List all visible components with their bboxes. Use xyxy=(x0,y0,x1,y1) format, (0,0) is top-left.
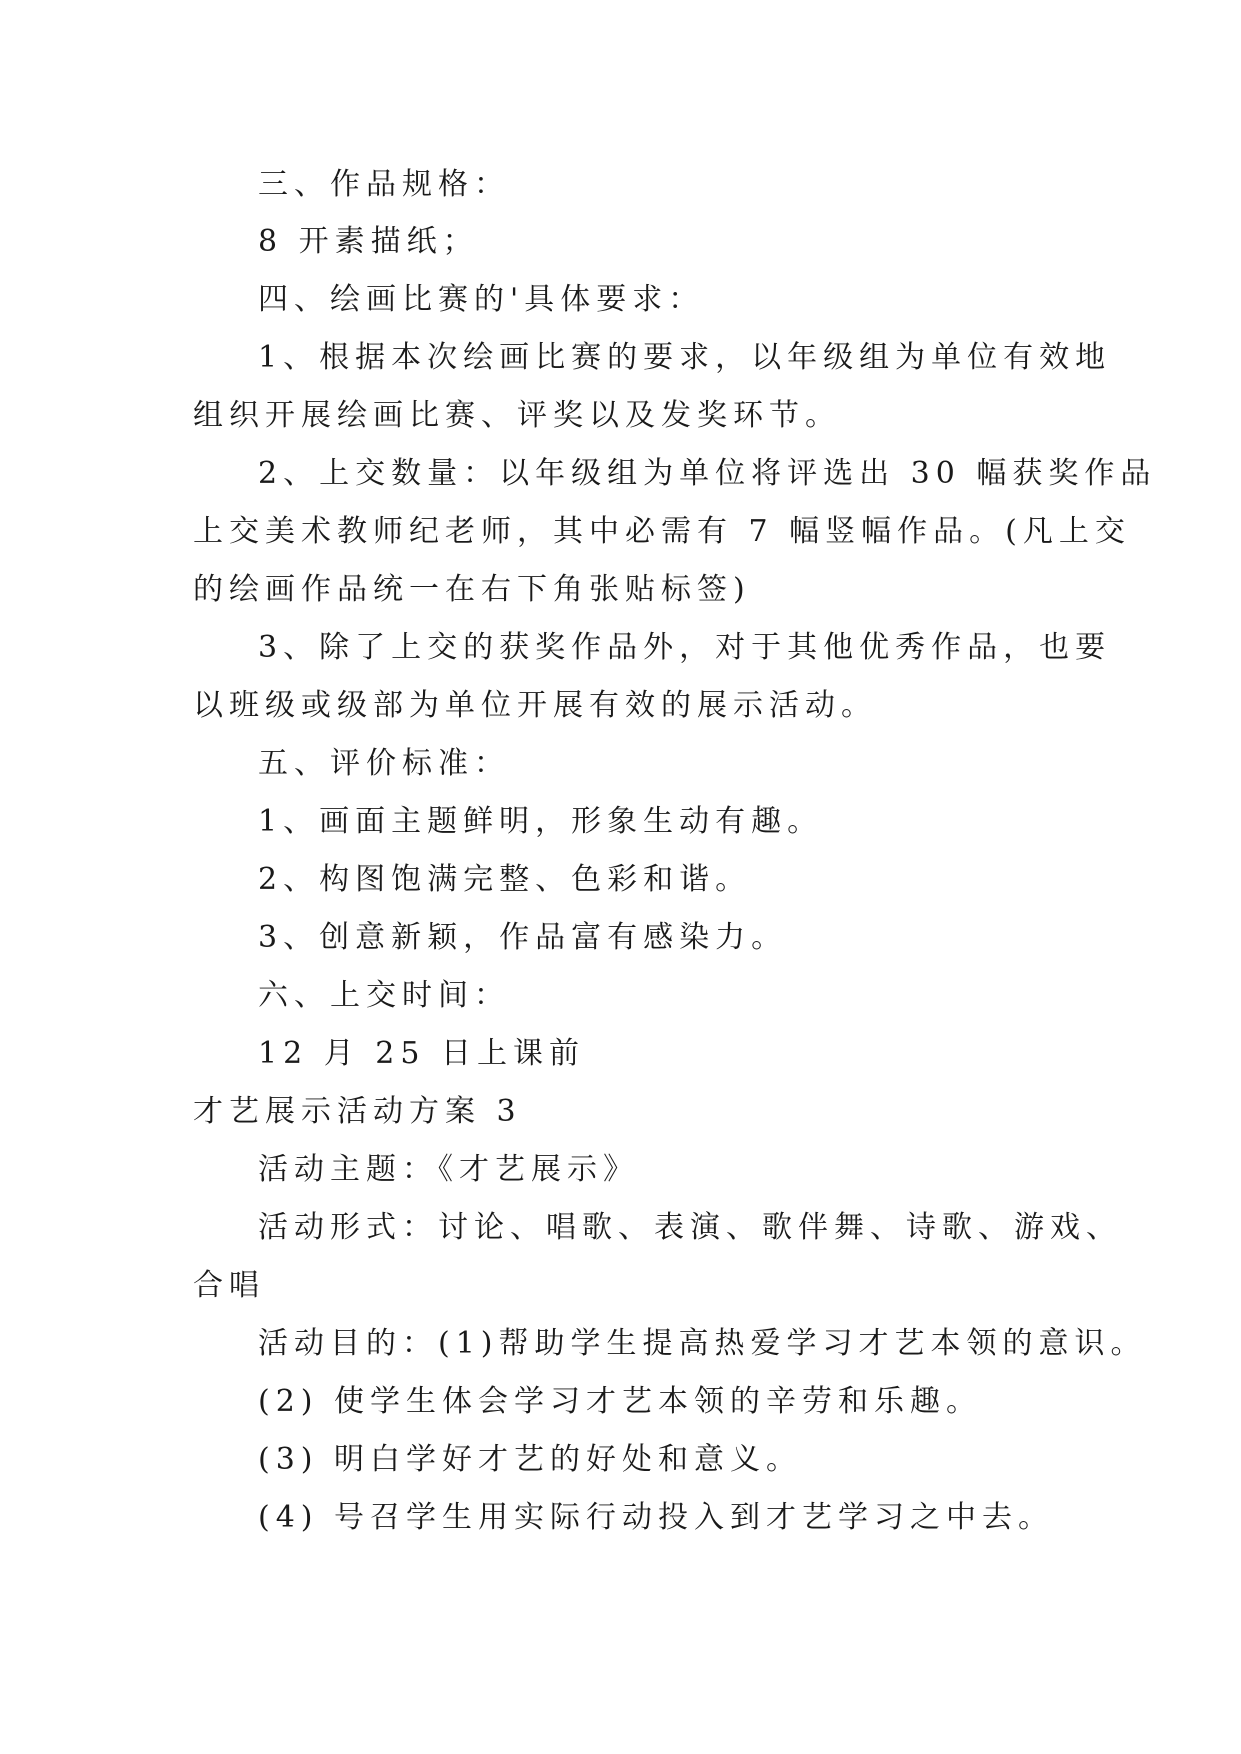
paragraph-goal-4: (4) 号召学生用实际行动投入到才艺学习之中去。 xyxy=(258,1500,1055,1535)
section-heading-requirements: 四、绘画比赛的'具体要求： xyxy=(258,282,705,317)
paragraph-criteria-3: 3、创意新颖，作品富有感染力。 xyxy=(258,920,788,955)
paragraph-requirement-3: 3、除了上交的获奖作品外，对于其他优秀作品，也要 xyxy=(258,630,1112,665)
paragraph-format-cont: 合唱 xyxy=(193,1268,265,1303)
document-title: 才艺展示活动方案 3 xyxy=(193,1094,522,1129)
section-heading-specs: 三、作品规格： xyxy=(258,167,510,202)
paragraph-requirement-1: 1、根据本次绘画比赛的要求，以年级组为单位有效地 xyxy=(258,340,1112,375)
section-heading-criteria: 五、评价标准： xyxy=(258,746,510,781)
paragraph-requirement-3-cont: 以班级或级部为单位开展有效的展示活动。 xyxy=(193,688,877,723)
paragraph-deadline: 12 月 25 日上课前 xyxy=(258,1036,585,1071)
paragraph-goal-2: (2) 使学生体会学习才艺本领的辛劳和乐趣。 xyxy=(258,1384,983,1419)
paragraph-paper-size: 8 开素描纸； xyxy=(258,224,479,259)
section-heading-deadline: 六、上交时间： xyxy=(258,978,510,1013)
paragraph-theme: 活动主题：《才艺展示》 xyxy=(258,1152,639,1187)
paragraph-format: 活动形式：讨论、唱歌、表演、歌伴舞、诗歌、游戏、 xyxy=(258,1210,1122,1245)
paragraph-criteria-1: 1、画面主题鲜明，形象生动有趣。 xyxy=(258,804,824,839)
paragraph-criteria-2: 2、构图饱满完整、色彩和谐。 xyxy=(258,862,752,897)
paragraph-goal-3: (3) 明白学好才艺的好处和意义。 xyxy=(258,1442,803,1477)
paragraph-requirement-2-cont: 上交美术教师纪老师，其中必需有 7 幅竖幅作品。(凡上交 xyxy=(193,514,1131,549)
paragraph-goal-1: 活动目的：(1)帮助学生提高热爱学习才艺本领的意识。 xyxy=(258,1326,1147,1361)
paragraph-requirement-2: 2、上交数量：以年级组为单位将评选出 30 幅获奖作品 xyxy=(258,456,1157,491)
paragraph-requirement-2-cont2: 的绘画作品统一在右下角张贴标签) xyxy=(193,572,751,607)
paragraph-requirement-1-cont: 组织开展绘画比赛、评奖以及发奖环节。 xyxy=(193,398,841,433)
